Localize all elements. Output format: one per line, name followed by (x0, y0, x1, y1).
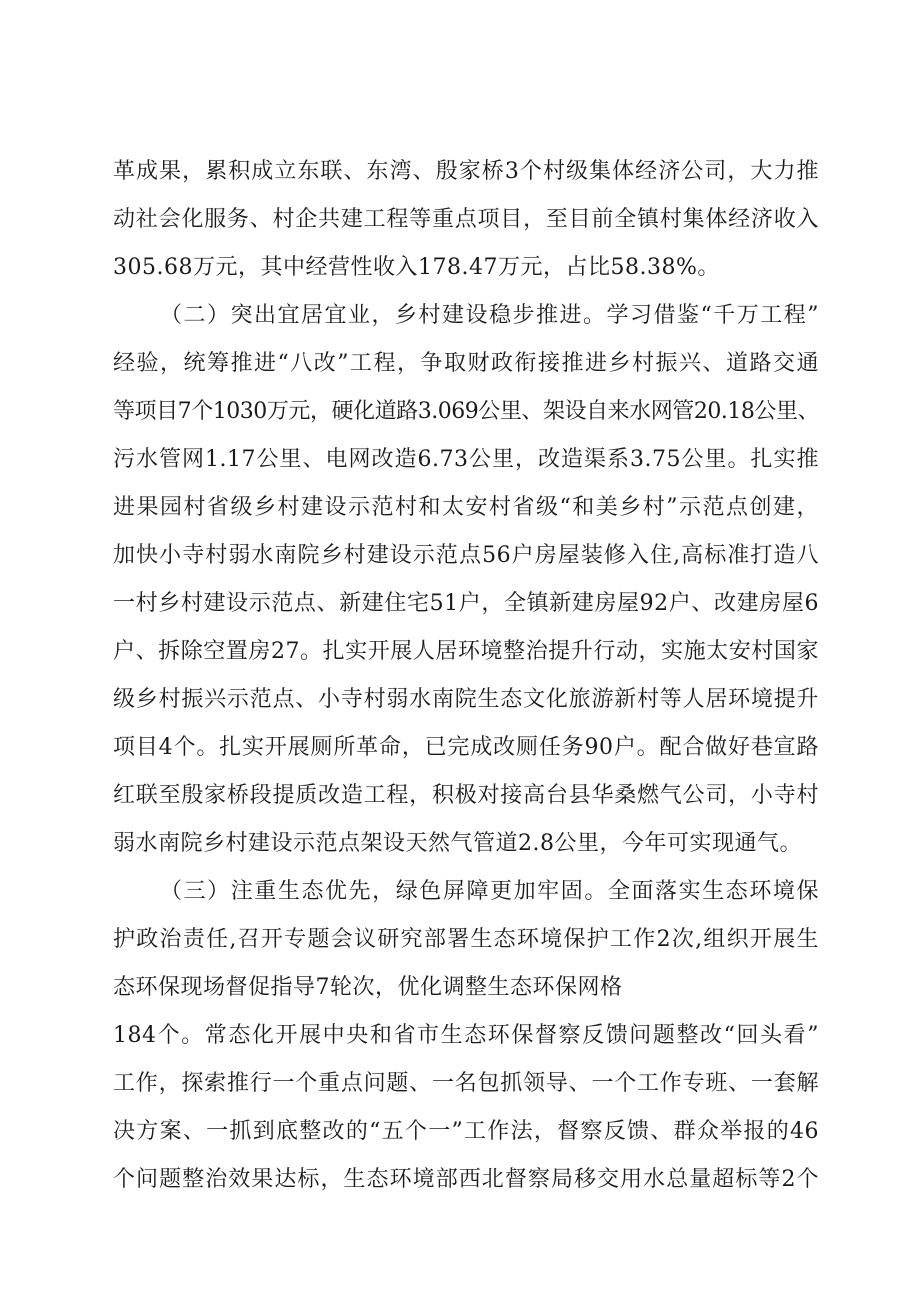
text-line: 一村乡村建设示范点、新建住宅51户，全镇新建房屋92户、改建房屋6 (113, 591, 819, 616)
text-line: 经验，统筹推进“八改”工程，争取财政衔接推进乡村振兴、道路交通 (113, 351, 819, 376)
text-line: 加快小寺村弱水南院乡村建设示范点56户房屋装修入住,高标准打造八 (113, 543, 819, 568)
text-line: 革成果，累积成立东联、东湾、殷家桥3个村级集体经济公司，大力推 (113, 159, 819, 184)
text-line: 等项目7个1030万元，硬化道路3.069公里、架设自来水网管20.18公里、 (113, 399, 819, 424)
text-line: 护政治责任,召开专题会议研究部署生态环境保护工作2次,组织开展生 (113, 927, 819, 952)
text-line: 工作，探索推行一个重点问题、一名包抓领导、一个工作专班、一套解 (113, 1071, 819, 1096)
text-line: 户、拆除空置房27。扎实开展人居环境整治提升行动，实施太安村国家 (113, 639, 819, 664)
text-line: 项目4个。扎实开展厕所革命，已完成改厕任务90户。配合做好巷宣路 (113, 735, 819, 760)
paragraph-heading-line: （三）注重生态优先，绿色屏障更加牢固。全面落实生态环境保 (160, 879, 819, 904)
text-line: 184个。常态化开展中央和省市生态环保督察反馈问题整改“回头看” (113, 1023, 819, 1048)
text-line: 进果园村省级乡村建设示范村和太安村省级“和美乡村”示范点创建， (113, 495, 819, 520)
text-line: 动社会化服务、村企共建工程等重点项目，至目前全镇村集体经济收入 (113, 207, 819, 232)
text-line: 污水管网1.17公里、电网改造6.73公里，改造渠系3.75公里。扎实推 (113, 447, 819, 472)
text-line: 决方案、一抓到底整改的“五个一”工作法，督察反馈、群众举报的46 (113, 1119, 819, 1144)
text-line: 态环保现场督促指导7轮次，优化调整生态环保网格 (113, 975, 623, 1000)
text-line: 弱水南院乡村建设示范点架设天然气管道2.8公里，今年可实现通气。 (113, 831, 802, 856)
paragraph-heading-line: （二）突出宜居宜业，乡村建设稳步推进。学习借鉴“千万工程” (160, 303, 819, 328)
text-line: 级乡村振兴示范点、小寺村弱水南院生态文化旅游新村等人居环境提升 (113, 687, 819, 712)
text-line: 红联至殷家桥段提质改造工程，积极对接高台县华桑燃气公司，小寺村 (113, 783, 819, 808)
text-line: 305.68万元，其中经营性收入178.47万元，占比58.38%。 (113, 255, 720, 280)
text-line: 个问题整治效果达标，生态环境部西北督察局移交用水总量超标等2个 (113, 1167, 819, 1192)
